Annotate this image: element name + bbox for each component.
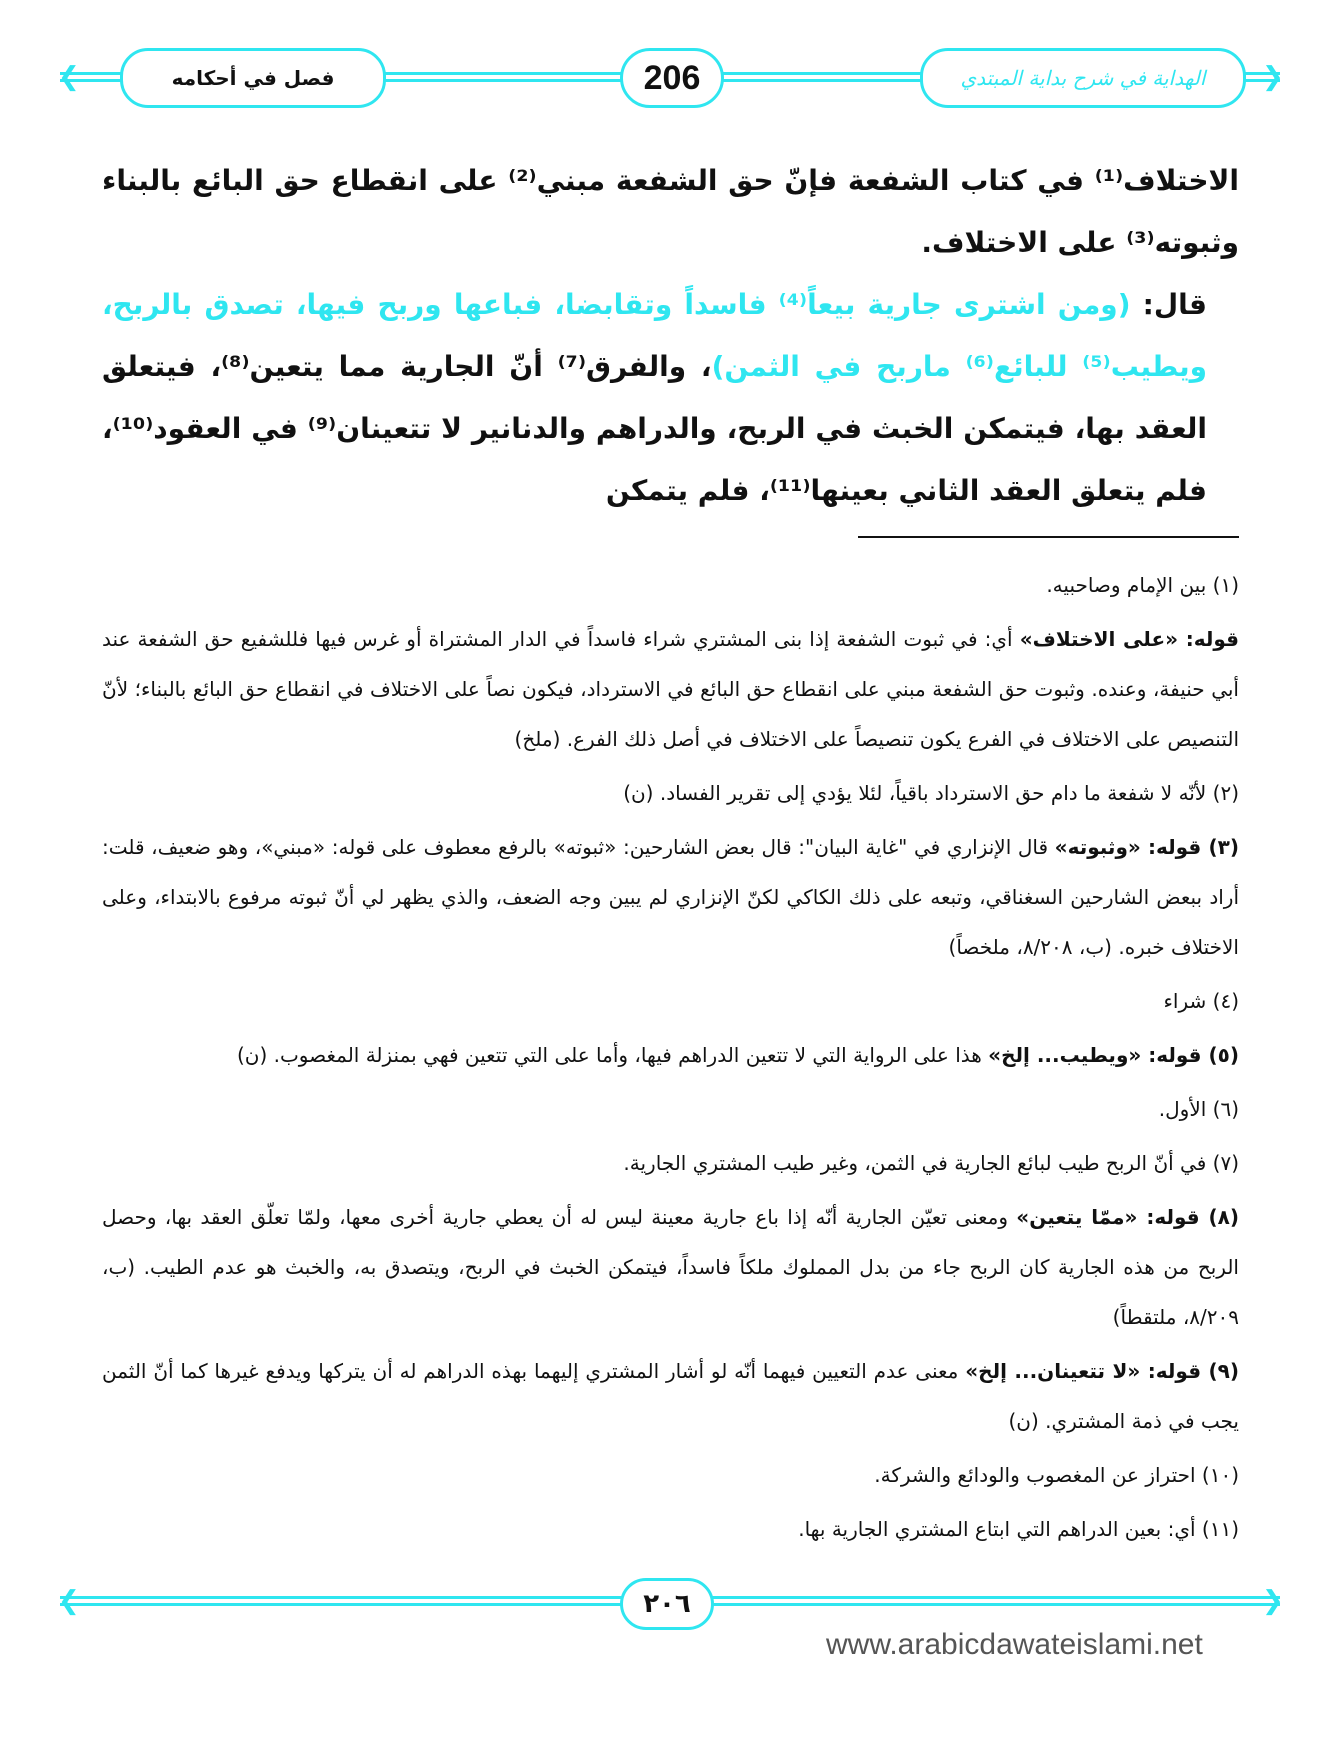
book-title-text: الهداية في شرح بداية المبتدي [960, 66, 1206, 90]
footnote-text: معنى عدم التعيين فيهما أنّه لو أشار المشتري إليهما بهذه الدراهم له أن يتركها ويدفع غيرها كما أنّ الثمن يجب في ذمة المشتري. (ن) [102, 1359, 1239, 1433]
footnote-text: قال الإنزاري في "غاية البيان": قال بعض الشارحين: «ثبوته» بالرفع معطوف على قوله: «مبني»، وهو ضعيف، قلت: أراد ببعض الشارحين السغناقي، وتبعه على ذلك الكاكي لكنّ الإنزاري لم يبين وجه الضعف، والذي يظهر لي أنّ ثبوته مرفوع بالابتداء، وعلى الاختلاف خبره. (ب، ٨/٢٠٨، ملخصاً) [102, 835, 1239, 959]
footnote-lead: (٥) قوله: «ويطيب... إلخ» [988, 1043, 1239, 1067]
footnote [102, 1504, 1239, 1554]
footnote [102, 1346, 1239, 1446]
section-title [120, 48, 386, 108]
commentary-text: ، والفرق⁽⁷⁾ أنّ الجارية مما يتعين⁽⁸⁾، فيتعلق العقد بها، فيتمكن الخبث في الربح، والدراهم والدنانير لا تتعينان⁽⁹⁾ في العقود⁽¹⁰⁾، فلم يتعلق العقد الثاني بعينها⁽¹¹⁾، فلم يتمكن [102, 350, 1207, 507]
footnote [102, 1030, 1239, 1080]
footnote-text: (٢) لأنّه لا شفعة ما دام حق الاسترداد باقياً، لئلا يؤدي إلى تقرير الفساد. (ن) [623, 781, 1239, 805]
footnote-lead: (٨) قوله: «ممّا يتعين» [1016, 1205, 1239, 1229]
matn-quote: (ومن اشترى جارية بيعاً⁽⁴⁾ فاسداً وتقابضا، فباعها وربح فيها، تصدق بالربح، ويطيب⁽⁵⁾ للبائع⁽⁶⁾ ماربح في الثمن) [102, 288, 1207, 383]
footnote [102, 1084, 1239, 1134]
footer-ornament-right-icon: ❯ [1262, 1586, 1284, 1616]
footnote-text: (١) بين الإمام وصاحبيه. [1046, 573, 1239, 597]
page-header [0, 0, 1319, 120]
footnote [102, 1138, 1239, 1188]
footnote-text: (٧) في أنّ الربح طيب لبائع الجارية في الثمن، وغير طيب المشتري الجارية. [623, 1151, 1239, 1175]
footnote [102, 614, 1239, 764]
website-url[interactable]: www.arabicdawateislami.net [826, 1628, 1203, 1661]
footnote-text: (١٠) احتراز عن المغصوب والودائع والشركة. [874, 1463, 1239, 1487]
footnote-text: (١١) أي: بعين الدراهم التي ابتاع المشتري الجارية بها. [798, 1517, 1239, 1541]
footnote-text: ومعنى تعيّن الجارية أنّه إذا باع جارية معينة ليس له أن يعطي جارية أخرى معها، ولمّا تعلّق العقد بها، وحصل الربح من هذه الجارية كان الربح جاء من بدل المملوك ملكاً فاسداً، فيتمكن الخبث في الربح، ويتصدق به، والخبث هو عدم الطيب. (ب، ٨/٢٠٩، ملتقطاً) [102, 1205, 1239, 1329]
footnote [102, 560, 1239, 610]
page-number-badge [620, 48, 724, 108]
main-paragraph-2 [102, 274, 1239, 522]
footnote [102, 1192, 1239, 1342]
footnote-lead: (٩) قوله: «لا تتعينان... إلخ» [965, 1359, 1239, 1383]
main-text [102, 150, 1239, 522]
footnote-text: أي: في ثبوت الشفعة إذا بنى المشتري شراء فاسداً في الدار المشتراة أو غرس فيها فللشفيع حق الشفعة عند أبي حنيفة، وعنده. وثبوت حق الشفعة مبني على انقطاع حق البائع في الاسترداد، فيكون نصاً على الاختلاف في انقطاع حق البائع بالبناء؛ لأنّ التنصيص على الاختلاف في الفرع يكون تنصيصاً على الاختلاف في أصل ذلك الفرع. (ملخ) [102, 627, 1239, 751]
footnote [102, 822, 1239, 972]
footnotes [102, 560, 1239, 1554]
footer-page-number: ٢٠٦ [643, 1589, 691, 1619]
ornament-left-icon: ❮ [58, 62, 80, 92]
footer-page-number-badge [620, 1578, 714, 1630]
footnote-separator [858, 536, 1239, 538]
section-title-text: فصل في أحكامه [171, 66, 335, 90]
footnote [102, 768, 1239, 818]
footnote-text: هذا على الرواية التي لا تتعين الدراهم فيها، وأما على التي تتعين فهي بمنزلة المغصوب. (ن) [236, 1043, 989, 1067]
footnote-text: (٤) شراء [1163, 989, 1239, 1013]
book-title [920, 48, 1246, 108]
footer-ornament-left-icon: ❮ [58, 1586, 80, 1616]
footnote-lead: (٣) قوله: «وثبوته» [1054, 835, 1239, 859]
ornament-right-icon: ❯ [1262, 62, 1284, 92]
main-paragraph-1: الاختلاف⁽¹⁾ في كتاب الشفعة فإنّ حق الشفعة مبني⁽²⁾ على انقطاع حق البائع بالبناء وثبوته⁽³⁾ على الاختلاف. [102, 164, 1239, 259]
footnote-lead: قوله: «على الاختلاف» [1019, 627, 1239, 651]
footnote-text: (٦) الأول. [1158, 1097, 1239, 1121]
qala-label: قال: [1130, 288, 1207, 321]
footnote [102, 1450, 1239, 1500]
page-footer [0, 1574, 1319, 1670]
page-number: 206 [643, 58, 701, 97]
footnote [102, 976, 1239, 1026]
